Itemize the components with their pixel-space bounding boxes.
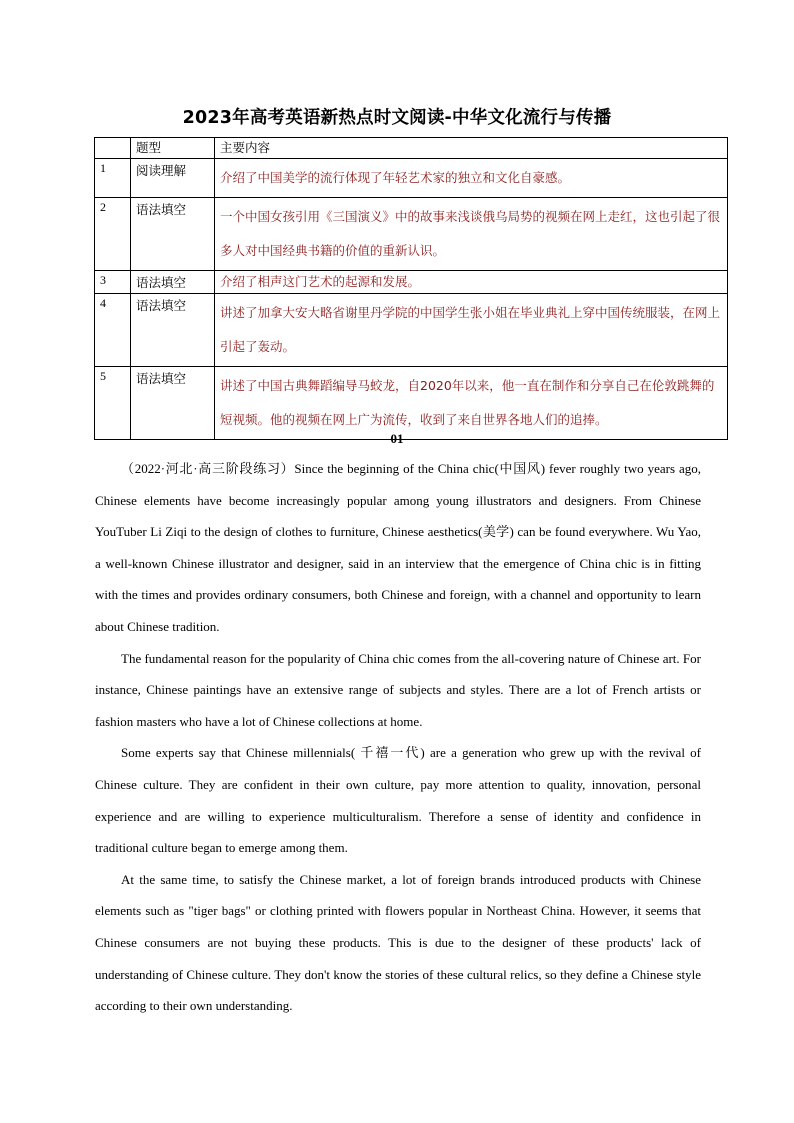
header-cell-summary: 主要内容 bbox=[215, 138, 728, 159]
question-type: 语法填空 bbox=[131, 271, 215, 294]
table-row bbox=[95, 294, 728, 367]
row-number: 4 bbox=[95, 294, 131, 367]
row-number: 1 bbox=[95, 159, 131, 198]
row-number: 5 bbox=[95, 367, 131, 440]
row-number: 2 bbox=[95, 198, 131, 271]
reading-passage bbox=[95, 453, 701, 1022]
table-row bbox=[95, 367, 728, 440]
content-summary: 讲述了中国古典舞蹈编导马蛟龙，自2020年以来，他一直在制作和分享自己在伦敦跳舞的短视频。他的视频在网上广为流传，收到了来自世界各地人们的追捧。 bbox=[215, 367, 728, 440]
table-row bbox=[95, 159, 728, 198]
table-header-row bbox=[95, 138, 728, 159]
section-number: 01 bbox=[390, 431, 404, 446]
passage-paragraph: （2022·河北·高三阶段练习）Since the beginning of the China chic(中国风) fever roughly two years ago, Chinese elements have become increasingly popular among young illustrators and designers. From Chinese YouTuber Li Ziqi to the design of clothes to furniture, Chinese aesthetics(美学) can be found everywhere. Wu Yao, a well-known Chinese illustrator and designer, said in an interview that the emergence of China chic is in fitting with the times and provides ordinary consumers, both Chinese and foreign, with a channel and opportunity to learn about Chinese tradition. bbox=[95, 461, 701, 634]
question-type: 语法填空 bbox=[131, 198, 215, 271]
content-summary: 一个中国女孩引用《三国演义》中的故事来浅谈俄乌局势的视频在网上走红，这也引起了很多人对中国经典书籍的价值的重新认识。 bbox=[215, 198, 728, 271]
passage-paragraph: The fundamental reason for the popularity of China chic comes from the all-covering nature of Chinese art. For instance, Chinese paintings have an extensive range of subjects and styles. There are a lot of French artists or fashion masters who have a lot of Chinese collections at home. bbox=[95, 650, 701, 729]
row-number: 3 bbox=[95, 271, 131, 294]
page-title: 2023年高考英语新热点时文阅读-中华文化流行与传播 bbox=[182, 108, 612, 128]
question-type: 阅读理解 bbox=[131, 159, 215, 198]
passage-paragraph: At the same time, to satisfy the Chinese market, a lot of foreign brands introduced products with Chinese elements such as "tiger bags" or clothing printed with flowers popular in Northeast China. However, it seems that Chinese consumers are not buying these products. This is due to the designer of these products' lack of understanding of Chinese culture. They don't know the stories of these cultural relics, so they define a Chinese style according to their own understanding. bbox=[95, 871, 701, 1014]
table-row bbox=[95, 271, 728, 294]
header-cell-number bbox=[95, 138, 131, 159]
question-type: 语法填空 bbox=[131, 294, 215, 367]
table-row bbox=[95, 198, 728, 271]
passage-paragraph: Some experts say that Chinese millennials( 千禧一代) are a generation who grew up with the revival of Chinese culture. They are confident in their own culture, pay more attention to quality, innovation, personal experience and are willing to experience multiculturalism. Therefore a sense of identity and confidence in traditional culture began to emerge among them. bbox=[95, 745, 701, 856]
content-summary: 介绍了中国美学的流行体现了年轻艺术家的独立和文化自豪感。 bbox=[215, 159, 728, 198]
overview-table bbox=[94, 137, 728, 440]
question-type: 语法填空 bbox=[131, 367, 215, 440]
content-summary: 介绍了相声这门艺术的起源和发展。 bbox=[215, 271, 728, 294]
content-summary: 讲述了加拿大安大略省谢里丹学院的中国学生张小姐在毕业典礼上穿中国传统服装，在网上引起了轰动。 bbox=[215, 294, 728, 367]
header-cell-type: 题型 bbox=[131, 138, 215, 159]
